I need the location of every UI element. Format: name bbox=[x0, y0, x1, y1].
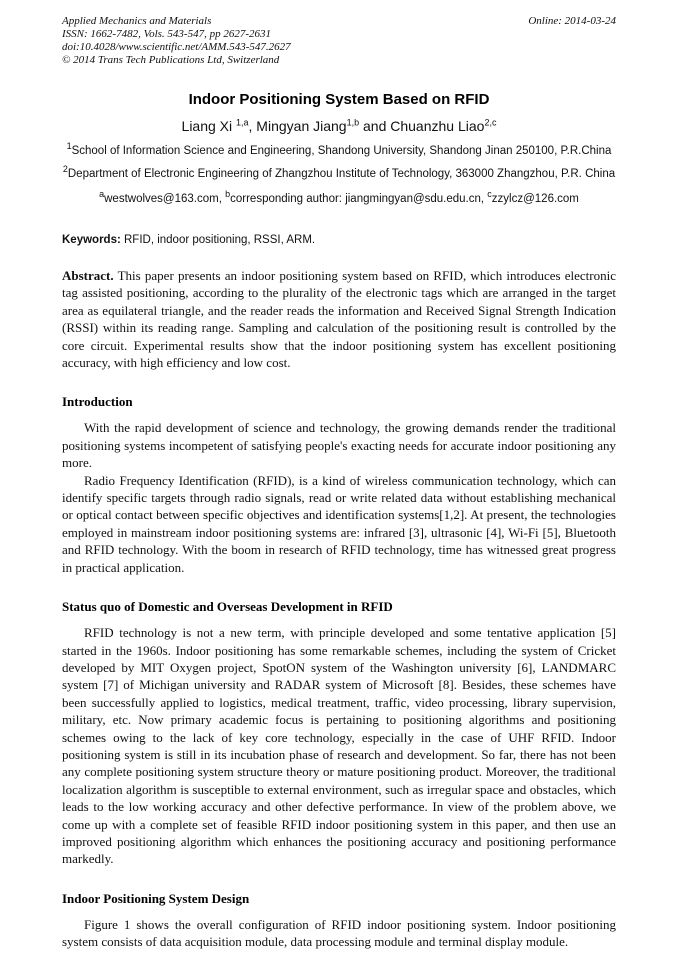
copyright-line: © 2014 Trans Tech Publications Ltd, Switzerland bbox=[62, 54, 280, 66]
paragraph: Radio Frequency Identification (RFID), is a kind of wireless communication technology, which can identify specific targets through radio signals, read or write related data without establishing mechanical or optical contact between specific objectives and identification systems[1,2]. At present, the technologies employed in mainstream indoor positioning systems are: infrared [3], ultrasonic [4], Wi-Fi [5], Bluetooth and RFID technology. With the boom in research of RFID technology, time has witnessed great progress in practical application. bbox=[62, 472, 616, 575]
keywords-label: Keywords: bbox=[62, 234, 121, 246]
author-name bbox=[249, 118, 360, 134]
affiliation-2 bbox=[62, 164, 616, 181]
author-affiliation-mark: 2,c bbox=[484, 117, 497, 128]
email-text: corresponding author: jiangmingyan@sdu.edu.cn, bbox=[230, 193, 488, 205]
keywords-text: RFID, indoor positioning, RSSI, ARM. bbox=[120, 234, 316, 246]
email-mark: a bbox=[99, 189, 105, 200]
author-text: , Mingyan Jiang bbox=[248, 118, 347, 134]
authors-line bbox=[62, 117, 616, 135]
paper-title: Indoor Positioning System Based on RFID bbox=[188, 91, 490, 108]
journal-name: Applied Mechanics and Materials bbox=[62, 15, 212, 27]
abstract-paragraph bbox=[62, 267, 616, 371]
section-heading-introduction: Introduction bbox=[62, 394, 133, 410]
email-mark: b bbox=[225, 189, 231, 200]
paragraph: With the rapid development of science and technology, the growing demands render the traditional positioning systems incompetent of satisfying people's exacting needs for accurate indoor positioning any more. bbox=[62, 420, 616, 471]
paragraph: Figure 1 shows the overall configuration of RFID indoor positioning system. Indoor positioning system consists of data acquisition module, data processing module and terminal display module. bbox=[62, 916, 616, 950]
keywords-line bbox=[62, 233, 616, 247]
author-name bbox=[359, 118, 496, 134]
journal-header bbox=[62, 15, 616, 67]
email-mark: c bbox=[487, 189, 492, 200]
affiliation-text: School of Information Science and Engineering, Shandong University, Shandong Jinan 250100, P.R.China bbox=[71, 145, 612, 157]
author-affiliation-mark: 1,b bbox=[346, 117, 360, 128]
author-affiliation-mark: 1,a bbox=[236, 117, 249, 128]
author-text: and Chuanzhu Liao bbox=[359, 118, 485, 134]
paragraph: RFID technology is not a new term, with principle developed and some tentative application [5] started in the 1960s. Indoor positioning has some remarkable schemes, including the system of Cricket developed by MIT Oxygen project, SpotON system of the Washington university [6], LANDMARC system [7] of Michigan university and RADAR system of Microsoft [8]. Besides, these schemes have been successfully applied to logistics, medical treatment, traffic, video processing, library supervision, military, etc. Now primary academic focus is pertaining to positioning algorithms and positioning schemes owing to the lack of key core technology, especially in the case of UHF RFID. Indoor positioning system is still in its incubation phase of research and development. So far, there has not been any complete positioning system structure theory or mature positioning product. Moreover, the traditional localization algorithm is susceptible to external environment, such as irregular space and obstacles, which leads to the low working accuracy and other defective performance. In view of the problem above, we come up with a complete set of feasible RFID indoor positioning system in this paper, and then use an improved positioning algorithm which enhances the positioning accuracy and positioning performance markedly. bbox=[62, 625, 616, 867]
affiliation-text: Department of Electronic Engineering of Zhangzhou Institute of Technology, 363000 Zhangzhou, P.R. China bbox=[67, 168, 616, 180]
section-heading-status-quo: Status quo of Domestic and Overseas Development in RFID bbox=[62, 599, 393, 615]
abstract-text: This paper presents an indoor positioning system based on RFID, which introduces electronic tag assisted positioning, according to the plurality of the electronic tags which are arranged in the target area as equilateral triangle, and the reader reads the information and Received Signal Strength Indication (RSSI) within its reading range. Sampling and calculation of the positioning result is controlled by the core circuit. Experimental results show that the indoor positioning system has excellent positioning accuracy, with high efficiency and low cost. bbox=[62, 268, 616, 371]
author-emails-line bbox=[62, 189, 616, 206]
issn-line: ISSN: 1662-7482, Vols. 543-547, pp 2627-2631 bbox=[62, 28, 271, 40]
author-email bbox=[487, 189, 579, 205]
doi-line: doi:10.4028/www.scientific.net/AMM.543-547.2627 bbox=[62, 41, 291, 53]
affiliation-mark: 1 bbox=[66, 141, 72, 152]
abstract-label: Abstract. bbox=[62, 268, 114, 283]
author-email bbox=[225, 189, 488, 205]
email-text: zzylcz@126.com bbox=[491, 193, 579, 205]
section-heading-system-design: Indoor Positioning System Design bbox=[62, 890, 250, 906]
author-text: Liang Xi bbox=[181, 118, 237, 134]
author-name bbox=[182, 118, 249, 134]
author-email bbox=[99, 189, 226, 205]
online-date: Online: 2014-03-24 bbox=[528, 15, 616, 27]
affiliation-1 bbox=[62, 141, 616, 158]
email-text: westwolves@163.com, bbox=[104, 193, 226, 205]
affiliation-mark: 2 bbox=[62, 164, 68, 175]
journal-meta bbox=[62, 15, 291, 67]
